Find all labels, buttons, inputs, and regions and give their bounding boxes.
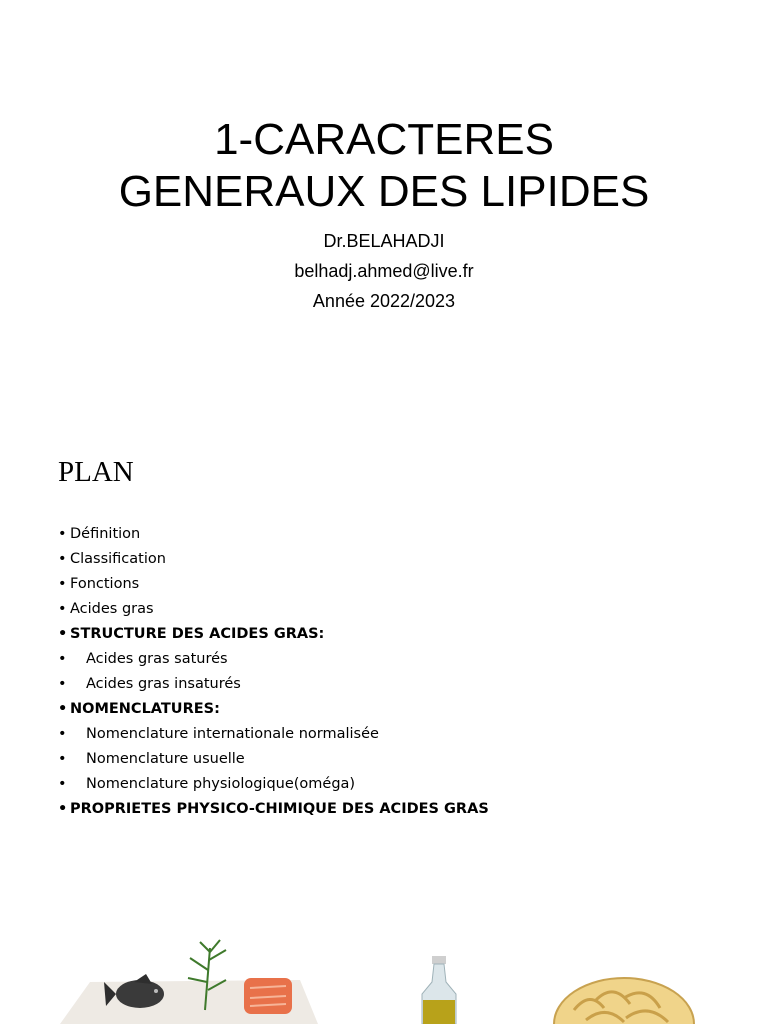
- slide-title-line-1: 1-CARACTERES: [214, 115, 554, 164]
- plan-section-item: [58, 797, 489, 822]
- plan-item-text: NOMENCLATURES:: [70, 701, 220, 717]
- food-illustration: [0, 930, 768, 1024]
- food-images: [0, 930, 768, 1024]
- plan-subitem: [58, 772, 489, 797]
- bullet-icon: •: [58, 676, 67, 692]
- plan-list: [58, 522, 489, 822]
- bullet-icon: •: [58, 776, 67, 792]
- bullet-icon: •: [58, 576, 67, 592]
- author-name: Dr.BELAHADJI: [323, 231, 445, 251]
- plan-subitem: [58, 672, 489, 697]
- pasta-bowl-image: [554, 978, 694, 1024]
- slide-title: [0, 114, 768, 218]
- plan-subitem: [58, 722, 489, 747]
- plan-item-text: Nomenclature usuelle: [86, 751, 245, 767]
- plan-item-text: Acides gras: [70, 601, 154, 617]
- plan-item-text: Nomenclature internationale normalisée: [86, 726, 379, 742]
- plan-item-text: Acides gras saturés: [86, 651, 228, 667]
- plan-section-item: [58, 622, 489, 647]
- slide-title-line-2: GENERAUX DES LIPIDES: [118, 167, 650, 216]
- bullet-icon: •: [58, 751, 67, 767]
- plan-item-text: Nomenclature physiologique(oméga): [86, 776, 356, 792]
- plan-subitem: [58, 647, 489, 672]
- plan-item-text: Classification: [70, 551, 166, 567]
- plan-item-text: Fonctions: [70, 576, 140, 592]
- slide-subtitle: [0, 226, 768, 316]
- bullet-icon: •: [58, 626, 68, 642]
- plan-subitem: [58, 747, 489, 772]
- plan-item-text: STRUCTURE DES ACIDES GRAS:: [70, 626, 325, 642]
- bullet-icon: •: [58, 801, 68, 817]
- plan-item-text: Acides gras insaturés: [86, 676, 241, 692]
- plan-heading: PLAN: [58, 456, 134, 488]
- bullet-icon: •: [58, 601, 67, 617]
- plan-item-text: PROPRIETES PHYSICO-CHIMIQUE DES ACIDES GRAS: [70, 801, 489, 817]
- bullet-icon: •: [58, 726, 67, 742]
- title-slide: [0, 0, 768, 440]
- plan-item: [58, 522, 489, 547]
- salmon-fillet-image: [244, 978, 292, 1014]
- plan-item: [58, 572, 489, 597]
- bullet-icon: •: [58, 651, 67, 667]
- bullet-icon: •: [58, 551, 67, 567]
- plan-item-text: Définition: [70, 526, 141, 542]
- plan-section-item: [58, 697, 489, 722]
- academic-year: Année 2022/2023: [312, 291, 456, 311]
- plan-item: [58, 547, 489, 572]
- author-email: belhadj.ahmed@live.fr: [294, 261, 474, 281]
- bullet-icon: •: [58, 701, 68, 717]
- plan-item: [58, 597, 489, 622]
- bullet-icon: •: [58, 526, 67, 542]
- olive-oil-bottle-image: [422, 956, 456, 1024]
